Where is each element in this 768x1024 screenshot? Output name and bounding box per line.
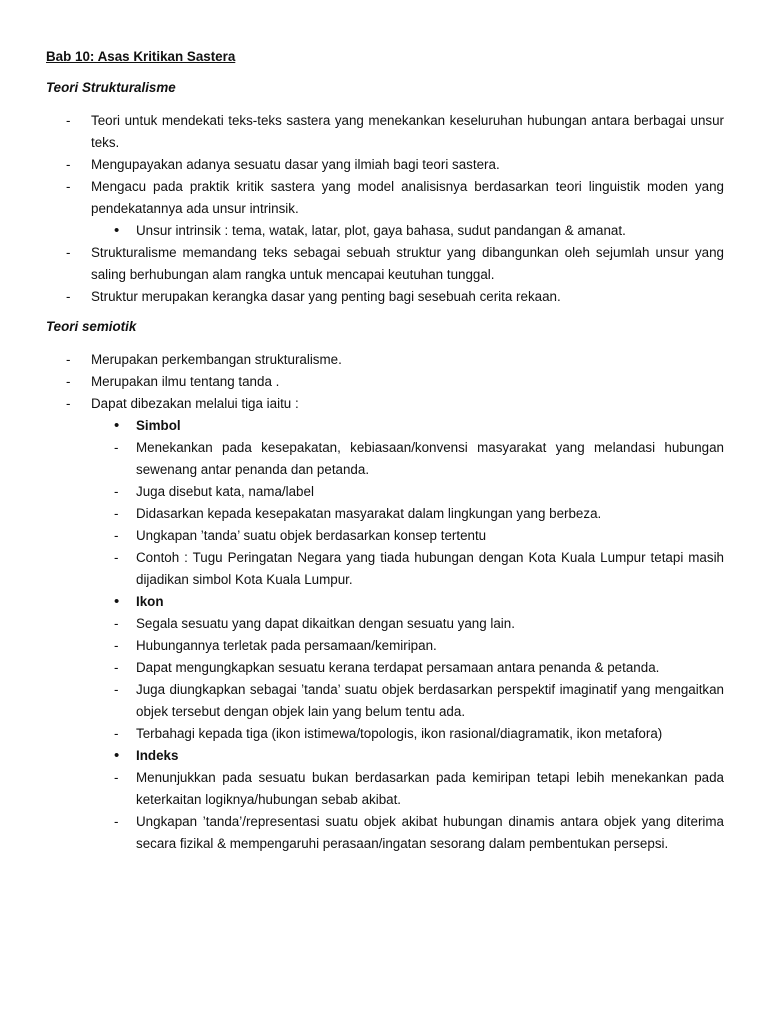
dash-marker: -: [114, 506, 119, 521]
list-item-heading: Simbol: [136, 418, 181, 433]
dash-marker: -: [114, 660, 119, 675]
bullet-marker: •: [114, 417, 120, 434]
bullet-marker: •: [114, 747, 120, 764]
sub-list-item: [46, 767, 724, 811]
dash-marker: -: [66, 289, 71, 304]
sub-list-item: [46, 613, 724, 635]
list-item-text: Mengupayakan adanya sesuatu dasar yang ilmiah bagi teori sastera.: [91, 157, 500, 172]
dash-marker: -: [114, 616, 119, 631]
list-item: [46, 393, 724, 415]
list-item: [46, 176, 724, 220]
list-item-text: Didasarkan kepada kesepakatan masyarakat dalam lingkungan yang berbeza.: [136, 506, 602, 521]
list-item-text: Struktur merupakan kerangka dasar yang penting bagi sesebuah cerita rekaan.: [91, 289, 561, 304]
dash-marker: -: [114, 814, 119, 829]
dash-marker: -: [114, 770, 119, 785]
dash-marker: -: [114, 528, 119, 543]
list-item-text: Dapat dibezakan melalui tiga iaitu :: [91, 396, 299, 411]
semiotik-list: [46, 349, 724, 855]
section-heading-strukturalisme: Teori Strukturalisme: [46, 80, 176, 95]
sub-list-item: [46, 437, 724, 481]
list-item-text: Unsur intrinsik : tema, watak, latar, plot, gaya bahasa, sudut pandangan & amanat.: [136, 223, 626, 238]
list-item-text: Merupakan ilmu tentang tanda .: [91, 374, 280, 389]
list-item-text: Menekankan pada kesepakatan, kebiasaan/konvensi masyarakat yang melandasi hubungan sewenang antar penanda dan petanda.: [136, 440, 724, 477]
list-item-text: Contoh : Tugu Peringatan Negara yang tiada hubungan dengan Kota Kuala Lumpur tetapi masih dijadikan simbol Kota Kuala Lumpur.: [136, 550, 724, 587]
list-item-text: Merupakan perkembangan strukturalisme.: [91, 352, 342, 367]
sub-list-item: [46, 723, 724, 745]
sub-list-item: [46, 679, 724, 723]
sub-list-item: [46, 745, 724, 767]
list-item: [46, 349, 724, 371]
sub-list-item: [46, 811, 724, 855]
strukturalisme-list: [46, 110, 724, 308]
dash-marker: -: [114, 682, 119, 697]
sub-list-item: [46, 481, 724, 503]
list-item-text: Ungkapan ’tanda’ suatu objek berdasarkan konsep tertentu: [136, 528, 487, 543]
list-item: [46, 154, 724, 176]
list-item-text: Ungkapan ’tanda’/representasi suatu objek akibat hubungan dinamis antara objek yang diterima secara fizikal & mempengaruhi perasaan/ingatan sesorang dalam pembentukan persepsi.: [136, 814, 724, 851]
dash-marker: -: [66, 179, 71, 194]
document-title: Bab 10: Asas Kritikan Sastera: [46, 49, 236, 64]
list-item: [46, 110, 724, 154]
sub-list-item: [46, 525, 724, 547]
list-item-heading: Indeks: [136, 748, 179, 763]
dash-marker: -: [114, 440, 119, 455]
list-item-text: Terbahagi kepada tiga (ikon istimewa/topologis, ikon rasional/diagramatik, ikon metafora): [136, 726, 663, 741]
dash-marker: -: [66, 113, 71, 128]
list-item-text: Segala sesuatu yang dapat dikaitkan dengan sesuatu yang lain.: [136, 616, 515, 631]
dash-marker: -: [114, 638, 119, 653]
sub-list-item: [46, 657, 724, 679]
dash-marker: -: [66, 396, 71, 411]
list-item-text: Hubungannya terletak pada persamaan/kemiripan.: [136, 638, 437, 653]
list-item-text: Mengacu pada praktik kritik sastera yang model analisisnya berdasarkan teori linguistik moden yang pendekatannya ada unsur intrinsik.: [91, 179, 724, 216]
list-item-heading: Ikon: [136, 594, 164, 609]
sub-list-item: [46, 415, 724, 437]
list-item-text: Menunjukkan pada sesuatu bukan berdasarkan pada kemiripan tetapi lebih menekankan pada keterkaitan logiknya/hubungan sebab akibat.: [136, 770, 724, 807]
bullet-marker: •: [114, 593, 120, 610]
sub-list-item: [46, 547, 724, 591]
list-item-text: Dapat mengungkapkan sesuatu kerana terdapat persamaan antara penanda & petanda.: [136, 660, 660, 675]
list-item-text: Juga diungkapkan sebagai ’tanda’ suatu objek berdasarkan perspektif imaginatif yang mengaitkan objek tersebut dengan objek lain yang belum tentu ada.: [136, 682, 724, 719]
dash-marker: -: [66, 157, 71, 172]
sub-list-item: [46, 503, 724, 525]
dash-marker: -: [66, 374, 71, 389]
dash-marker: -: [114, 484, 119, 499]
list-item-text: Strukturalisme memandang teks sebagai sebuah struktur yang dibangunkan oleh sejumlah unsur yang saling berhubungan alam rangka untuk mencapai keutuhan tunggal.: [91, 245, 724, 282]
dash-marker: -: [66, 245, 71, 260]
sub-list-item: [46, 635, 724, 657]
list-item-text: Teori untuk mendekati teks-teks sastera yang menekankan keseluruhan hubungan antara berbagai unsur teks.: [91, 113, 724, 150]
dash-marker: -: [114, 726, 119, 741]
sub-list-item: [46, 220, 724, 242]
list-item-text: Juga disebut kata, nama/label: [136, 484, 314, 499]
dash-marker: -: [114, 550, 119, 565]
dash-marker: -: [66, 352, 71, 367]
section-heading-semiotik: Teori semiotik: [46, 319, 137, 334]
list-item: [46, 371, 724, 393]
list-item: [46, 286, 724, 308]
sub-list-item: [46, 591, 724, 613]
list-item: [46, 242, 724, 286]
bullet-marker: •: [114, 222, 120, 239]
